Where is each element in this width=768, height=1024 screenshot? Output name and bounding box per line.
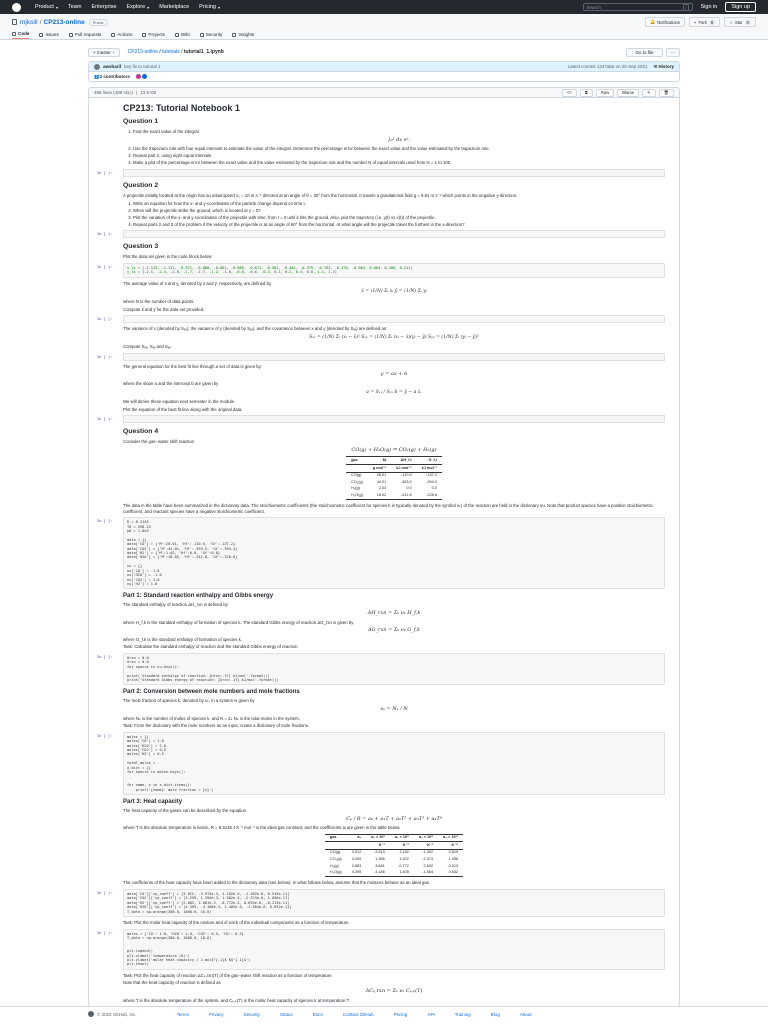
nav-marketplace[interactable]: Marketplace	[159, 4, 190, 10]
table-cell: -2.374	[422, 857, 434, 862]
people-icon: 👥	[94, 73, 100, 79]
graph-icon	[232, 33, 236, 37]
list-item-text: Find the exact value of the integral	[133, 129, 199, 134]
table-unit: kJ mol⁻¹	[391, 465, 416, 473]
footer-link-api[interactable]: API	[427, 1011, 435, 1017]
code-cell	[97, 353, 665, 361]
mole-fraction-equation: xₖ = Nₖ / N	[380, 705, 408, 712]
table-cell: H₂O(g)	[346, 492, 368, 499]
breadcrumb-repo[interactable]: CP213-online	[127, 49, 158, 55]
nav-pricing[interactable]	[199, 4, 220, 10]
table-cell: -394.4	[426, 479, 437, 484]
compute-mean-text: Compute x̄ and ȳ for the data set provided.	[123, 306, 205, 312]
tab-security[interactable]	[200, 32, 223, 39]
delete-icon[interactable]: 🗑	[659, 89, 674, 97]
code-cell	[97, 653, 665, 685]
code-cell	[97, 230, 665, 238]
breadcrumb-file: tutorial1_1.ipynb	[183, 49, 224, 55]
tab-label: Issues	[45, 32, 59, 37]
markdown-cell	[97, 593, 665, 650]
issue-icon	[39, 33, 43, 37]
fork-icon: ⑂	[693, 19, 697, 25]
more-options-button[interactable]: ···	[666, 48, 681, 57]
code-input	[123, 415, 665, 423]
tab-wiki[interactable]	[175, 32, 190, 39]
table-unit: kJ mol⁻¹	[417, 465, 442, 473]
breadcrumb-dir[interactable]: tutorials	[162, 49, 180, 55]
list-item: 1. Write an equation for how the x- and y-coordinates of the particle change depend on time t.	[133, 201, 665, 207]
cell-prompt: In [ ]:	[97, 733, 113, 738]
table-cell: H₂(g)	[351, 486, 360, 491]
table-cell: 4.395	[347, 870, 367, 877]
cell-prompt: In [ ]:	[97, 519, 113, 524]
average-text: The average value of x and y, denoted by x̄ and ȳ, respectively, are defined by	[123, 280, 272, 286]
code-input	[123, 353, 665, 361]
edit-icon[interactable]: ✎	[642, 89, 656, 97]
part-1-text: The standard enthalpy of reaction ΔH_rxn is defined by	[123, 602, 228, 608]
table-cell: -110.5	[401, 473, 412, 478]
bell-icon: 🔔	[649, 19, 656, 24]
breadcrumb	[128, 49, 224, 55]
cell-prompt: In [ ]:	[97, 265, 113, 270]
code-line-y: y_ls = [-2.5, -2.4, -2.0, -1.7, -1.7, -1.2, -1.0, -0.8, -0.6, -0.3, 0.1, 0.2, 0.4, 0.8, 1.1, 1.2]	[127, 270, 337, 275]
gas-data-table	[346, 456, 442, 500]
table-header: gas	[325, 834, 347, 842]
blame-button[interactable]: Blame	[617, 89, 639, 97]
cell-prompt: In [ ]:	[97, 232, 113, 237]
code-cell	[97, 929, 665, 970]
table-row	[346, 472, 442, 479]
table-cell: 18.02	[368, 492, 391, 499]
footer-link-privacy[interactable]: Privacy	[208, 1011, 224, 1017]
cell-prompt: In [ ]:	[97, 354, 113, 359]
table-units-row	[325, 842, 463, 850]
table-header: a₂ × 10⁵	[390, 834, 414, 842]
tab-label: Wiki	[181, 32, 190, 37]
notifications-label: Notifications	[657, 19, 680, 25]
cell-prompt: In [ ]:	[97, 170, 113, 175]
table-cell: H₂O(g)	[325, 870, 347, 877]
cell-prompt: In [ ]:	[97, 890, 113, 895]
code-input	[123, 169, 665, 177]
list-item: 2. Use the trapezium rule with four equal intervals to estimate the value of the integral. Determine the percentage error between the exact value and the value estimated by the trapezium rule.	[133, 146, 665, 152]
code-input: R = 8.3145 T0 = 298.15 p0 = 1.0e5 data = {} data['CO'] = {'M':28.01, 'Hf':-110.5, 'Gf':-137.2} data['CO2'] = {'M':44.01, 'Hf':-393.5, 'Gf':-394.4} data['H2'] = {'M':2.02, 'Hf':0.0, 'Gf':0.0} data['H2O'] = {'M':18.02, 'Hf':-241.8, 'Gf':-228.6} nu = {} nu['CO'] = -1.0 nu['H2O'] = -1.0 nu['CO2'] = 1.0 nu['H2'] = 1.0	[123, 517, 665, 589]
main-container	[88, 45, 680, 1007]
divider: |	[136, 90, 138, 95]
part-3-task: Task: Plot the molar heat capacity of the mixture and of each of the individual components as a function of temperature.	[123, 919, 350, 925]
tab-projects[interactable]	[142, 32, 165, 39]
table-unit: K⁻²	[390, 842, 414, 850]
notebook-title: CP213: Tutorial Notebook 1	[123, 103, 240, 113]
part-3-task-2: Task: Plot the heat capacity of reaction ΔCₚ,rxn(T) of the gas−water shift reaction as a function of temperature.	[123, 972, 333, 978]
github-footer-logo-icon[interactable]	[88, 1011, 94, 1017]
code-icon	[12, 32, 16, 36]
tab-label: Actions	[117, 32, 133, 37]
markdown-cell	[97, 920, 665, 926]
cell-prompt: In [ ]:	[97, 654, 113, 659]
clock-icon: ⟲	[653, 63, 659, 69]
table-header-row	[346, 457, 442, 465]
table-cell: CO(g)	[351, 473, 362, 478]
reaction-equation: CO(g) + H₂O(g) ⇌ CO₂(g) + H₂(g)	[351, 446, 437, 453]
nav-explore[interactable]	[127, 4, 150, 10]
table-cell: -4.186	[366, 870, 390, 877]
table-cell: -1.564	[414, 870, 438, 877]
question-4-intro: Consider the gas−water shift reaction	[123, 439, 195, 445]
footer-link-terms[interactable]: Terms	[176, 1011, 189, 1017]
table-header: a₃ × 10⁸	[414, 834, 438, 842]
table-cell: 2.883	[351, 863, 362, 868]
footer-link-training[interactable]: Training	[454, 1011, 471, 1017]
raw-button[interactable]: Raw	[596, 89, 614, 97]
footer-link-blog[interactable]: Blog	[490, 1011, 500, 1017]
table-cell: 44.01	[376, 479, 387, 484]
repo-name-link[interactable]: CP213-online	[43, 18, 85, 26]
code-line-x: x_ls = [-1.123, -1.121, -0.971, -0.880, -0.861, -0.689, -0.671, -0.561, -0.481, -0.379, -0.192, -0.170, -0.083, 0.064, 0.166, 0.211]	[127, 266, 413, 271]
search-input[interactable]	[583, 3, 693, 11]
table-cell: H₂(g)	[329, 863, 339, 868]
markdown-cell	[97, 799, 665, 886]
footer-link-docs[interactable]: Docs	[312, 1011, 323, 1017]
display-source-button[interactable]: <>	[562, 89, 577, 97]
heat-capacity-equation: Cₚ / R = a₀ + a₁T + a₂T² + a₃T³ + a₄T⁴	[346, 815, 442, 822]
table-cell: -0.772	[398, 863, 409, 868]
nav-label: Product	[35, 4, 54, 10]
table-row	[325, 857, 463, 864]
slope-text: where the slope a and the intercept b are given by	[123, 381, 219, 386]
tab-label: Insights	[238, 32, 255, 37]
copy-button[interactable]: ⧉	[580, 89, 593, 97]
table-cell: 3.681	[375, 863, 385, 868]
table-header: ΔH_f,i	[391, 457, 416, 465]
branch-icon: ⑂	[93, 49, 97, 55]
n-text: where N is the number of data points.	[123, 298, 195, 304]
list-item: 4. Repeat parts 2 and 3 of the problem if the velocity of the projectile is at an angle of 60° from the horizontal. At what angle will the projectile travel the furthest in the x-direction?	[133, 222, 665, 228]
question-1-list	[123, 129, 665, 166]
commit-box	[88, 61, 680, 82]
table-cell: 3.259	[351, 857, 362, 862]
question-2-list	[123, 201, 665, 228]
part-3-note: Note that the heat capacity of reaction is defined as	[123, 980, 221, 986]
table-cell: CO(g)	[329, 850, 341, 855]
chevron-down-icon: ▾	[55, 4, 58, 10]
code-input: data['CO']['cp_coeff'] = [3.912, -3.913e-3, 1.182e-5, -1.302e-8, 0.515e-11] data['CO2']['cp_coeff'] = [3.259, 1.356e-3, 1.502e-5, -2.374e-8, 1.056e-11] data['H2']['cp_coeff'] = [2.883, 3.681e-3, -0.772e-5, 0.692e-8, -0.213e-11] data['H2O']['cp_coeff'] = [4.395, -4.186e-3, 1.405e-5, -1.564e-8, 0.632e-11] T_data = np.arange(300.0, 1000.0, 10.0)	[123, 889, 665, 917]
avatar[interactable]	[94, 64, 100, 70]
tab-label: Code	[18, 31, 30, 36]
book-icon	[175, 33, 179, 37]
file-size: 13.5 KB	[140, 90, 157, 95]
repo-owner-link[interactable]: mjksill	[20, 18, 38, 26]
fit-equation: y = ax + b	[380, 371, 408, 378]
code-input: moles = {} moles['CO'] = 1.0 moles['H2O'] = 2.0 moles['CO2'] = 0.5 moles['H2'] = 0.5 total_moles = x_dict = {} for specie in moles.keys(): for name, x in x_dict.items(): print('{name}: mole fraction = {x}')	[123, 732, 665, 795]
code-cell	[97, 263, 665, 278]
fork-label: Fork	[698, 19, 707, 25]
table-header: gas	[346, 457, 368, 465]
table-cell: 1.502	[399, 857, 409, 862]
list-item: 2. When will the projectile strike the ground, which is located at y = 0?	[133, 208, 665, 214]
markdown-cell	[97, 326, 665, 350]
fork-button[interactable]	[689, 17, 720, 27]
table-cell: 0.0	[406, 486, 412, 491]
question-1-heading: Question 1	[123, 118, 159, 125]
average-equation: x̄ = (1/N) Σᵢ xᵢ ȳ = (1/N) Σᵢ yᵢ	[361, 289, 427, 295]
breadcrumb-sep: /	[181, 49, 184, 55]
code-input	[123, 230, 665, 238]
chevron-down-icon: ▾	[217, 4, 220, 10]
chevron-down-icon: ▾	[147, 4, 150, 10]
file-navigation	[88, 45, 680, 59]
repo-icon	[12, 19, 17, 25]
part-3-text-3: The coefficients of the heat capacity have been added to the dictionary data (see below). In what follows below, assume that the mixtures behave as an ideal gas.	[123, 880, 431, 886]
table-cell: 1.356	[375, 857, 385, 862]
table-row	[325, 849, 463, 856]
tab-label: Pull requests	[74, 32, 102, 37]
code-cell	[97, 517, 665, 589]
table-cell: -393.5	[400, 479, 412, 484]
chevron-down-icon: ▾	[110, 49, 115, 55]
part-2-text-2: where Nₖ is the number of moles of species k, and N = Σₖ Nₖ is the total moles in the system.	[123, 715, 300, 721]
history-link[interactable]	[653, 64, 674, 70]
table-header: G_f,i	[417, 457, 442, 465]
table-cell: 1.405	[390, 870, 414, 877]
nav-product[interactable]	[35, 4, 58, 10]
table-unit: K⁻⁴	[438, 842, 463, 850]
part-3-heading: Part 3: Heat capacity	[123, 798, 183, 805]
code-input: Hrxn = 0.0 Grxn = 0.0 for specie in nu.keys(): print('Standard enthalpy of reaction: {Hrxn:.1f} kJ/mol'.format()) print('Standard Gibbs energy of reaction: {Grxn:.1f} kJ/mol'.format())	[123, 653, 665, 685]
table-cell: -0.213	[447, 863, 459, 868]
table-unit	[346, 465, 368, 473]
tab-label: Projects	[148, 32, 166, 37]
avatar[interactable]	[142, 74, 147, 79]
table-cell: 2.02	[378, 486, 387, 491]
star-icon: ☆	[729, 19, 733, 25]
part-3-text: The heat capacity of the gases can be described by the equation	[123, 807, 247, 813]
table-cell: 1.182	[399, 850, 409, 855]
footer	[0, 1006, 768, 1021]
derive-text: We will derive these equation next semester in the module.	[123, 399, 236, 405]
table-row	[325, 870, 463, 877]
markdown-cell	[97, 103, 665, 166]
star-button[interactable]	[724, 17, 756, 27]
search-placeholder: Search	[586, 4, 601, 10]
table-unit: g mol⁻¹	[368, 465, 391, 473]
table-row	[346, 486, 442, 493]
part-2-task: Task: From the dictionary with the mole numbers as an input, create a dictionary of mole fractions.	[123, 723, 310, 729]
table-cell: 0.692	[423, 863, 434, 868]
table-header-row	[325, 834, 463, 842]
table-unit: K⁻³	[414, 842, 438, 850]
code-cell	[97, 415, 665, 423]
heat-capacity-table	[325, 834, 463, 878]
table-cell: 0.632	[438, 870, 463, 877]
integral-equation: ∫₀¹ dx eˣ.	[387, 136, 411, 143]
gibbs-equation: ΔG_rxn = Σₖ νₖ G_f,k	[367, 627, 421, 634]
table-cell: -137.2	[426, 473, 437, 478]
sign-in-link[interactable]: Sign in	[700, 4, 718, 10]
table-header: a₁ × 10³	[366, 834, 390, 842]
list-item	[133, 129, 665, 143]
go-to-file-button[interactable]: Go to file	[626, 48, 662, 57]
table-units-row	[346, 465, 442, 473]
nav-label: Pricing	[199, 4, 216, 10]
footer-link-pricing[interactable]: Pricing	[393, 1011, 408, 1017]
tab-label: Security	[205, 32, 223, 37]
list-item: 3. Plot the variation of the x- and y-coordinates of the projectile with time, from t = 0 until it hits the ground. Also, plot the trajectory (i.e. y(t) vs x(t)) of the projectile.	[133, 215, 665, 221]
tab-insights[interactable]	[232, 32, 254, 39]
footer-link-contact[interactable]: Contact GitHub	[342, 1011, 374, 1017]
enthalpy-equation: ΔH_rxn = Σₖ νₖ H_f,k	[367, 609, 421, 616]
commit-meta[interactable]: Latest commit 1247ab6 on 20 Sep 2021	[567, 64, 648, 69]
code-cell	[97, 732, 665, 795]
table-cell: 0.0	[431, 486, 437, 491]
markdown-cell	[97, 364, 665, 412]
markdown-cell	[97, 973, 665, 1003]
commit-message[interactable]: key fix to tutorial 1	[124, 64, 161, 69]
question-2-heading: Question 2	[123, 181, 159, 189]
plot-text: Plot the equation of the best fit line along with the original data.	[123, 406, 243, 412]
variance-equation: Sₓₓ = (1/N) Σᵢ (xᵢ − x̄)² Sₓᵧ = (1/N) Σᵢ (xᵢ − x̄)(yᵢ − ȳ) Sᵧᵧ = (1/N) Σᵢ (yᵢ − ȳ)²	[309, 334, 479, 340]
table-unit	[347, 842, 367, 850]
markdown-cell	[97, 243, 665, 260]
repo-header	[0, 14, 768, 40]
notifications-button[interactable]	[645, 17, 685, 27]
question-4-heading: Question 4	[123, 428, 159, 436]
table-row	[325, 863, 463, 870]
footer-link-status[interactable]: Status	[279, 1011, 293, 1017]
cell-prompt: In [ ]:	[97, 317, 113, 322]
question-2-intro: A projectile initially located at the origin has an initial speed v₀ = 10 m s⁻¹ directed at an angle of θ = 30° from the horizontal. It travels a gravitational field g = 9.81 m s⁻² which points in the negative y-direction.	[123, 192, 518, 198]
search-shortcut-key: /	[685, 4, 687, 10]
table-cell: -241.8	[391, 492, 416, 499]
part-1-text-2: where H_f,k is the standard enthalpy of formation of species k. The standard Gibbs energy of reaction ΔG_rxn is given by	[123, 619, 354, 625]
table-cell: -3.913	[373, 850, 385, 855]
path-separator: /	[39, 18, 42, 26]
data-text: The data in the table have been summarized in the dictionary data. The stoichiometric coefficients (the stoichiometric coefficient for species k is typically denoted by the symbol νₖ) of the reaction are held in the dictionary nu. Note that product species have a positive stoichiometric coefficient, and reactant species have a negative stoichiometric coefficient.	[123, 503, 654, 514]
code-cell	[97, 315, 665, 323]
code-input	[123, 263, 665, 278]
code-input: moles = {'CO': 1.0, 'H2O': 2.0, 'CO2': 0.5, 'H2': 0.5} T_data = np.arange(300.0, 1000.0, 10.0) plt.legend() plt.xlabel('temperature (K)') plt.ylabel('molar heat capacity / J mol$^{-1}$ K$^{-1}$') plt.show()	[123, 929, 665, 970]
notebook	[89, 98, 679, 1007]
table-unit	[325, 842, 347, 850]
part-2-text: The mole fraction of species k, denoted by xₖ, in a system is given by	[123, 698, 255, 704]
cell-prompt: In [ ]:	[97, 930, 113, 935]
branch-name: master	[96, 49, 111, 55]
table-row	[346, 492, 442, 499]
table-header: a₀	[347, 834, 367, 842]
footer-links	[177, 1012, 532, 1017]
footer-link-security[interactable]: Security	[243, 1011, 260, 1017]
question-3-intro: Plot the data set given in the code block below:	[123, 254, 213, 260]
table-cell: -1.302	[422, 850, 434, 855]
part-1-text-3: where G_f,k is the standard enthalpy of formation of species k.	[123, 636, 242, 642]
markdown-cell	[97, 689, 665, 728]
list-item: 3. Repeat part 2, using eight equal intervals.	[133, 153, 665, 159]
table-cell: 3.912	[351, 850, 362, 855]
table-cell: CO₂(g)	[329, 857, 342, 862]
table-cell: CO₂(g)	[351, 479, 363, 484]
table-row	[346, 479, 442, 486]
line-count: 488 lines (488 sloc)	[94, 90, 134, 95]
part-1-heading: Part 1: Standard reaction enthalpy and Gibbs energy	[123, 593, 274, 600]
branch-selector[interactable]	[88, 48, 120, 57]
tab-issues[interactable]	[39, 32, 58, 39]
reaction-heat-capacity-equation: ΔCₚ,rxn = Σₖ νₖ Cₚ,ₖ(T)	[365, 987, 423, 994]
table-cell: 28.01	[376, 473, 387, 478]
shield-icon	[200, 33, 204, 37]
footer-link-about[interactable]: About	[519, 1011, 532, 1017]
cell-prompt: In [ ]:	[97, 417, 113, 422]
compute-variance-text: Compute Sₓₓ, Sₓᵧ and Sᵧᵧ.	[123, 344, 172, 350]
table-cell: 0.515	[448, 850, 459, 855]
part-2-heading: Part 2: Conversion between mole numbers and mole fractions	[123, 689, 300, 696]
avatar[interactable]	[136, 74, 141, 79]
play-icon	[111, 33, 115, 37]
tab-pull-requests[interactable]	[69, 32, 102, 39]
code-cell	[97, 889, 665, 917]
nav-enterprise[interactable]: Enterprise	[91, 4, 117, 10]
code-cell	[97, 169, 665, 177]
part-3-text-2: where T is the absolute temperature in kelvin, R = 8.3145 J K⁻¹ mol⁻¹ is the ideal gas constant, and the coefficients aᵢ are given in the table below.	[123, 825, 401, 831]
fit-text: The general equation for the best fit line through a set of data is given by:	[123, 363, 263, 369]
pull-request-icon	[69, 33, 73, 37]
slope-equation: a = Sₓᵧ / Sₓₓ b = ȳ − a x̄.	[366, 389, 422, 395]
table-unit: K⁻¹	[366, 842, 390, 850]
top-navbar	[0, 0, 768, 14]
tab-actions[interactable]	[111, 32, 132, 39]
breadcrumb-sep: /	[159, 49, 163, 55]
nav-team[interactable]: Team	[67, 4, 82, 10]
footer-copyright: © 2022 GitHub, Inc.	[97, 1011, 137, 1017]
table-cell: 1.056	[448, 857, 459, 862]
nav-label: Explore	[126, 4, 146, 10]
table-header: a₄ × 10¹¹	[438, 834, 463, 842]
star-label: Star	[734, 19, 743, 25]
variance-text: The variance of x (denoted by Sₓₓ), the variance of y (denoted by Sᵧᵧ), and the covariance between x and y (denoted by Sₓᵧ) are defined as:	[123, 326, 388, 332]
markdown-cell	[97, 281, 665, 312]
fork-count: 0	[710, 19, 714, 25]
github-logo-icon[interactable]	[12, 3, 21, 12]
history-label: History	[658, 63, 674, 69]
table-header: Mᵢ	[368, 457, 391, 465]
sign-up-button[interactable]: Sign up	[725, 2, 756, 12]
markdown-cell	[97, 182, 665, 227]
star-count: 0	[746, 19, 749, 25]
part-1-task: Task: Calculate the standard enthalpy of reaction and the standard Gibbs energy of reaction.	[123, 644, 299, 650]
tab-code[interactable]	[12, 31, 29, 39]
code-input	[123, 315, 665, 323]
contributors-link[interactable]: 2 contributors	[99, 74, 130, 79]
table-cell: -228.6	[417, 492, 442, 499]
list-item: 4. Make a plot of the percentage error between the exact value and the value estimated by the trapezium rule and the number N of equal intervals used from N = 1 to 100.	[133, 160, 665, 166]
part-3-text-4: where T is the absolute temperature of the system, and Cₚ,ₖ(T) is the molar heat capacity of species k at temperature T.	[123, 997, 350, 1003]
table-icon	[142, 33, 146, 37]
visibility-badge: Public	[89, 19, 108, 26]
commit-author[interactable]: awsharif	[103, 64, 122, 69]
question-3-heading: Question 3	[123, 243, 159, 251]
file-viewer	[88, 87, 680, 1007]
markdown-cell	[97, 428, 665, 514]
